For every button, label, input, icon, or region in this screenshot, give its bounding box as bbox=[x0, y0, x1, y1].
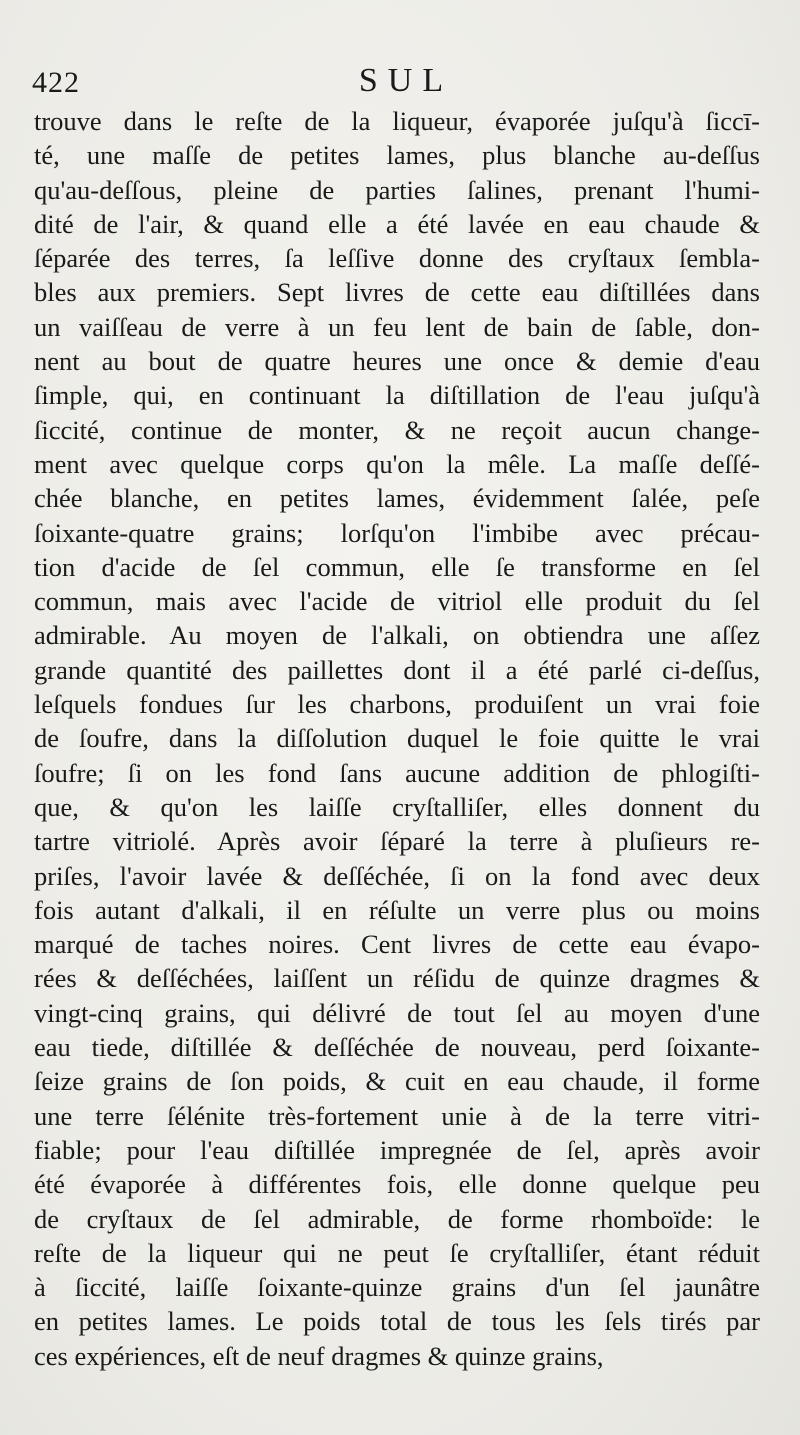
text-line: un vaiſſeau de verre à un feu lent de bain de ſable, don- bbox=[34, 311, 760, 342]
text-line: commun, mais avec l'acide de vitriol elle produit du ſel bbox=[34, 586, 760, 617]
page-number: 422 bbox=[32, 66, 80, 99]
text-line: une terre ſélénite très-fortement unie à de la terre vitri- bbox=[34, 1100, 760, 1131]
text-line: reſte de la liqueur qui ne peut ſe cryſtalliſer, étant réduit bbox=[34, 1237, 760, 1268]
page-header bbox=[32, 62, 760, 106]
text-line: rées & deſſéchées, laiſſent un réſidu de quinze dragmes & bbox=[34, 963, 760, 994]
text-line: de ſoufre, dans la diſſolution duquel le foie quitte le vrai bbox=[34, 723, 760, 754]
text-line: ſoixante-quatre grains; lorſqu'on l'imbibe avec précau- bbox=[34, 517, 760, 548]
text-line: ſéparée des terres, ſa leſſive donne des cryſtaux ſembla- bbox=[34, 243, 760, 274]
text-line: admirable. Au moyen de l'alkali, on obtiendra une aſſez bbox=[34, 620, 760, 651]
text-line: fois autant d'alkali, il en réſulte un verre plus ou moins bbox=[34, 894, 760, 925]
text-line: trouve dans le reſte de la liqueur, évaporée juſqu'à ſiccī- bbox=[34, 106, 760, 136]
text-line: de cryſtaux de ſel admirable, de forme rhomboïde: le bbox=[34, 1203, 760, 1234]
text-line: bles aux premiers. Sept livres de cette eau diſtillées dans bbox=[34, 277, 760, 308]
text-line: tion d'acide de ſel commun, elle ſe transforme en ſel bbox=[34, 551, 760, 582]
text-line: qu'au-deſſous, pleine de parties ſalines, prenant l'humi- bbox=[34, 174, 760, 205]
text-line: leſquels fondues ſur les charbons, produiſent un vrai foie bbox=[34, 689, 760, 720]
body-text bbox=[34, 104, 760, 1373]
text-line: ces expériences, eſt de neuf dragmes & quinze grains, bbox=[34, 1340, 604, 1371]
text-line: ſimple, qui, en continuant la diſtillation de l'eau juſqu'à bbox=[34, 380, 760, 411]
text-line: ſeize grains de ſon poids, & cuit en eau chaude, il forme bbox=[34, 1066, 760, 1097]
text-line: ment avec quelque corps qu'on la mêle. La maſſe deſſé- bbox=[34, 448, 760, 479]
text-line: chée blanche, en petites lames, évidemment ſalée, peſe bbox=[34, 483, 760, 514]
text-line: nent au bout de quatre heures une once & demie d'eau bbox=[34, 346, 760, 377]
text-line: en petites lames. Le poids total de tous les ſels tirés par bbox=[34, 1306, 760, 1337]
text-line: dité de l'air, & quand elle a été lavée en eau chaude & bbox=[34, 208, 760, 239]
text-line: ſoufre; ſi on les fond ſans aucune addition de phlogiſti- bbox=[34, 757, 760, 788]
text-line: grande quantité des paillettes dont il a été parlé ci-deſſus, bbox=[34, 654, 760, 685]
text-line: ſiccité, continue de monter, & ne reçoit aucun change- bbox=[34, 414, 760, 445]
text-line: eau tiede, diſtillée & deſſéchée de nouveau, perd ſoixante- bbox=[34, 1032, 760, 1063]
running-head: SUL bbox=[358, 62, 454, 99]
text-line: tartre vitriolé. Après avoir ſéparé la terre à pluſieurs re- bbox=[34, 826, 760, 857]
text-line: priſes, l'avoir lavée & deſſéchée, ſi on la fond avec deux bbox=[34, 860, 760, 891]
text-line: vingt-cinq grains, qui délivré de tout ſel au moyen d'une bbox=[34, 997, 760, 1028]
text-line: fiable; pour l'eau diſtillée impregnée de ſel, après avoir bbox=[34, 1134, 760, 1165]
text-line: à ſiccité, laiſſe ſoixante-quinze grains d'un ſel jaunâtre bbox=[34, 1272, 760, 1303]
text-line: té, une maſſe de petites lames, plus blanche au-deſſus bbox=[34, 140, 760, 171]
text-line: que, & qu'on les laiſſe cryſtalliſer, elles donnent du bbox=[34, 791, 760, 822]
text-line: marqué de taches noires. Cent livres de cette eau évapo- bbox=[34, 929, 760, 960]
text-line: été évaporée à différentes fois, elle donne quelque peu bbox=[34, 1169, 760, 1200]
